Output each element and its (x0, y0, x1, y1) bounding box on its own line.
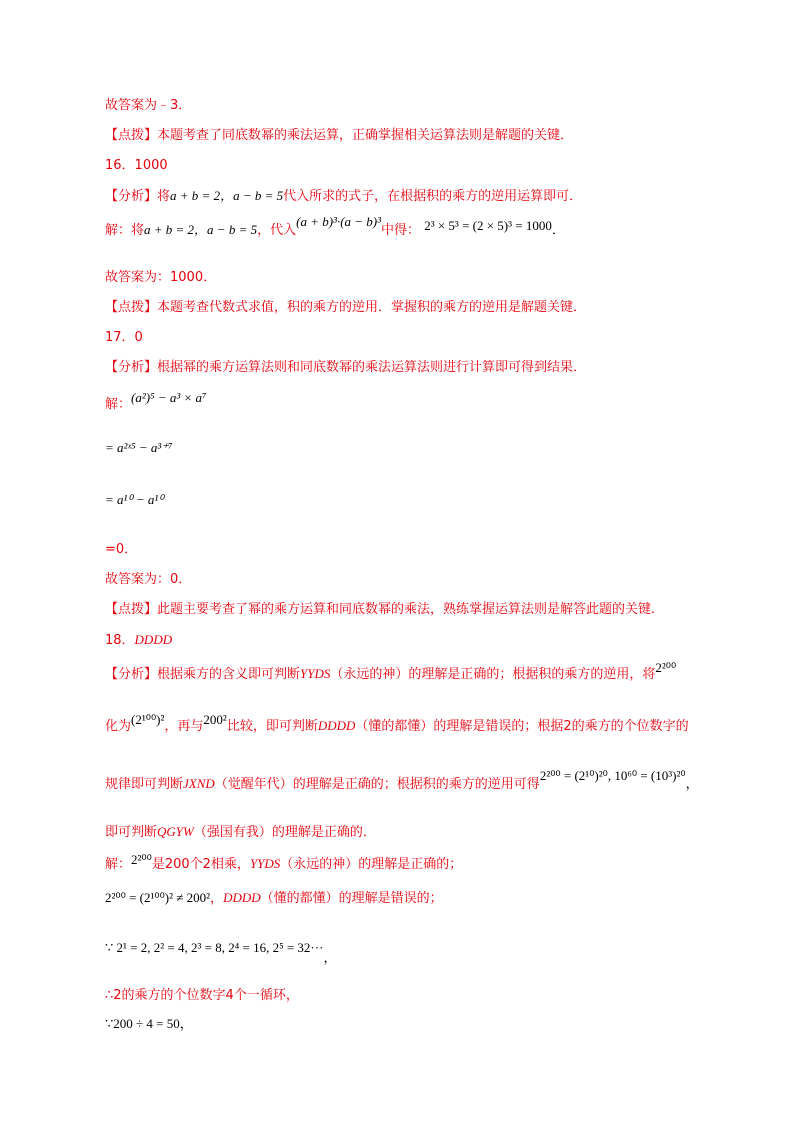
math-expression: 2²⁰⁰ (655, 660, 677, 675)
step-line-1 (105, 440, 173, 457)
answer-text: 故答案为：1000． (105, 270, 217, 285)
solution-line-18-5 (105, 1016, 193, 1034)
problem-16-answer (105, 158, 168, 175)
result-line (105, 542, 137, 559)
analysis-text: 化为 (105, 719, 132, 734)
solution-line-18-4 (105, 988, 299, 1005)
analysis-text: （懂的都懂）的理解是错误的；根据2的乘方的个位数字的 (355, 719, 689, 734)
answer-line-17 (105, 572, 191, 589)
analysis-text: （永远的神）的理解是正确的；根据积的乘方的逆用，将 (330, 667, 656, 682)
math-expression: 200² (203, 712, 227, 727)
punctuation: ， (323, 951, 337, 966)
math-expression: DDDD (223, 890, 261, 905)
analysis-line-16 (105, 188, 582, 206)
problem-17-answer (105, 330, 143, 347)
math-expression: a + b = 2，a − b = 5 (144, 222, 258, 237)
tip-line-17 (105, 602, 664, 619)
answer-text: 故答案为：0． (105, 572, 192, 587)
math-expression: DDDD (317, 718, 356, 733)
answer-line-15 (105, 98, 191, 115)
math-expression: QGYW (157, 824, 194, 839)
analysis-line-17 (105, 360, 586, 377)
math-expression: (a²)⁵ − a³ × a⁷ (131, 390, 207, 405)
analysis-text: ，再与 (164, 719, 204, 734)
solution-text: （永远的神）的理解是正确的； (280, 857, 463, 872)
tip-text: 此题主要考查了幂的乘方运算和同底数幂的乘法，熟练掌握运算法则是解答此题的关键． (157, 602, 665, 617)
math-expression: JXND (183, 776, 215, 791)
solution-line-17 (105, 390, 207, 414)
problem-number: 16．1000 (105, 158, 168, 173)
result-text: =0． (105, 542, 138, 557)
analysis-line-18-1 (105, 660, 677, 684)
punctuation: ， (179, 1017, 193, 1032)
analysis-text: 根据乘方的含义即可判断 (157, 667, 301, 682)
solution-line-18-2 (105, 890, 443, 908)
analysis-text: 根据幂的乘方运算法则和同底数幂的乘法运算法则进行计算即可得到结果． (157, 360, 587, 375)
solution-text: 解： (105, 397, 132, 412)
tip-tag: 【点拨】 (105, 128, 158, 143)
solution-text: ∴2的乘方的个位数字4个一循环， (105, 988, 299, 1003)
solution-text: ，代入 (257, 223, 297, 238)
problem-number: 17．0 (105, 330, 143, 345)
math-expression: ∵ 2¹ = 2, 2² = 4, 2³ = 8, 2⁴ = 16, 2⁵ = 32··· (105, 940, 324, 955)
solution-text: 是200个2相乘， (151, 857, 250, 872)
solution-line-18-3 (105, 940, 337, 966)
analysis-tag: 【分析】 (105, 667, 158, 682)
math-expression: YYDS (249, 856, 281, 871)
analysis-text: 规律即可判断 (105, 777, 184, 792)
tip-line-15 (105, 128, 573, 145)
tip-line-16 (105, 300, 586, 317)
analysis-text: （觉醒年代）的理解是正确的；根据积的乘方的逆用可得 (214, 777, 540, 792)
math-expression: ∵200 ÷ 4 = 50 (105, 1016, 180, 1031)
analysis-text: 代入所求的式子，在根据积的乘方的逆用运算即可． (283, 189, 583, 204)
step-line-2 (105, 492, 164, 509)
math-expression: a + b = 2，a − b = 5 (170, 188, 284, 203)
math-expression: = a¹⁰ − a¹⁰ (105, 492, 164, 507)
math-expression: YYDS (300, 666, 331, 681)
tip-text: 本题考查了同底数幂的乘法运算，正确掌握相关运算法则是解题的关键． (157, 128, 574, 143)
math-expression: (a + b)³·(a − b)³ (296, 214, 382, 229)
tip-text: 本题考查代数式求值，积的乘方的逆用．掌握积的乘方的逆用是解题关键． (157, 300, 587, 315)
analysis-tag: 【分析】 (105, 189, 158, 204)
analysis-text: 将 (157, 189, 171, 204)
math-expression: (2¹⁰⁰)² (131, 712, 165, 727)
math-expression: = a²ˣ⁵ − a³⁺⁷ (105, 440, 173, 455)
math-expression: 2²⁰⁰ (131, 852, 152, 867)
solution-text: 解：将 (105, 223, 145, 238)
solution-line-16 (105, 214, 565, 240)
analysis-tag: 【分析】 (105, 360, 158, 375)
analysis-text: 即可判断 (105, 825, 158, 840)
tip-tag: 【点拨】 (105, 602, 158, 617)
punctuation: ． (551, 223, 565, 238)
solution-line-18-1 (105, 852, 463, 874)
answer-text: 故答案为﹣3． (105, 98, 192, 113)
solution-text: ， (210, 891, 224, 906)
solution-text: 解： (105, 857, 132, 872)
math-expression: DDDD (134, 632, 173, 647)
analysis-line-18-3 (105, 768, 699, 794)
punctuation: ， (685, 777, 699, 792)
analysis-text: 比较，即可判断 (226, 719, 318, 734)
analysis-line-18-2 (105, 712, 689, 736)
solution-text: 中得： (381, 223, 421, 238)
math-expression: 2²⁰⁰ = (2¹⁰⁰)² ≠ 200² (105, 890, 211, 905)
analysis-line-18-4 (105, 824, 376, 842)
analysis-text: （强国有我）的理解是正确的． (193, 825, 376, 840)
math-expression: 2²⁰⁰ = (2¹⁰)²⁰, 10⁶⁰ = (10³)²⁰ (539, 768, 686, 783)
solution-text: （懂的都懂）的理解是错误的； (260, 891, 443, 906)
problem-number: 18． (105, 633, 135, 648)
answer-line-16 (105, 270, 216, 287)
tip-tag: 【点拨】 (105, 300, 158, 315)
problem-18-answer (105, 632, 172, 650)
math-expression: 2³ × 5³ = (2 × 5)³ = 1000 (424, 218, 552, 233)
